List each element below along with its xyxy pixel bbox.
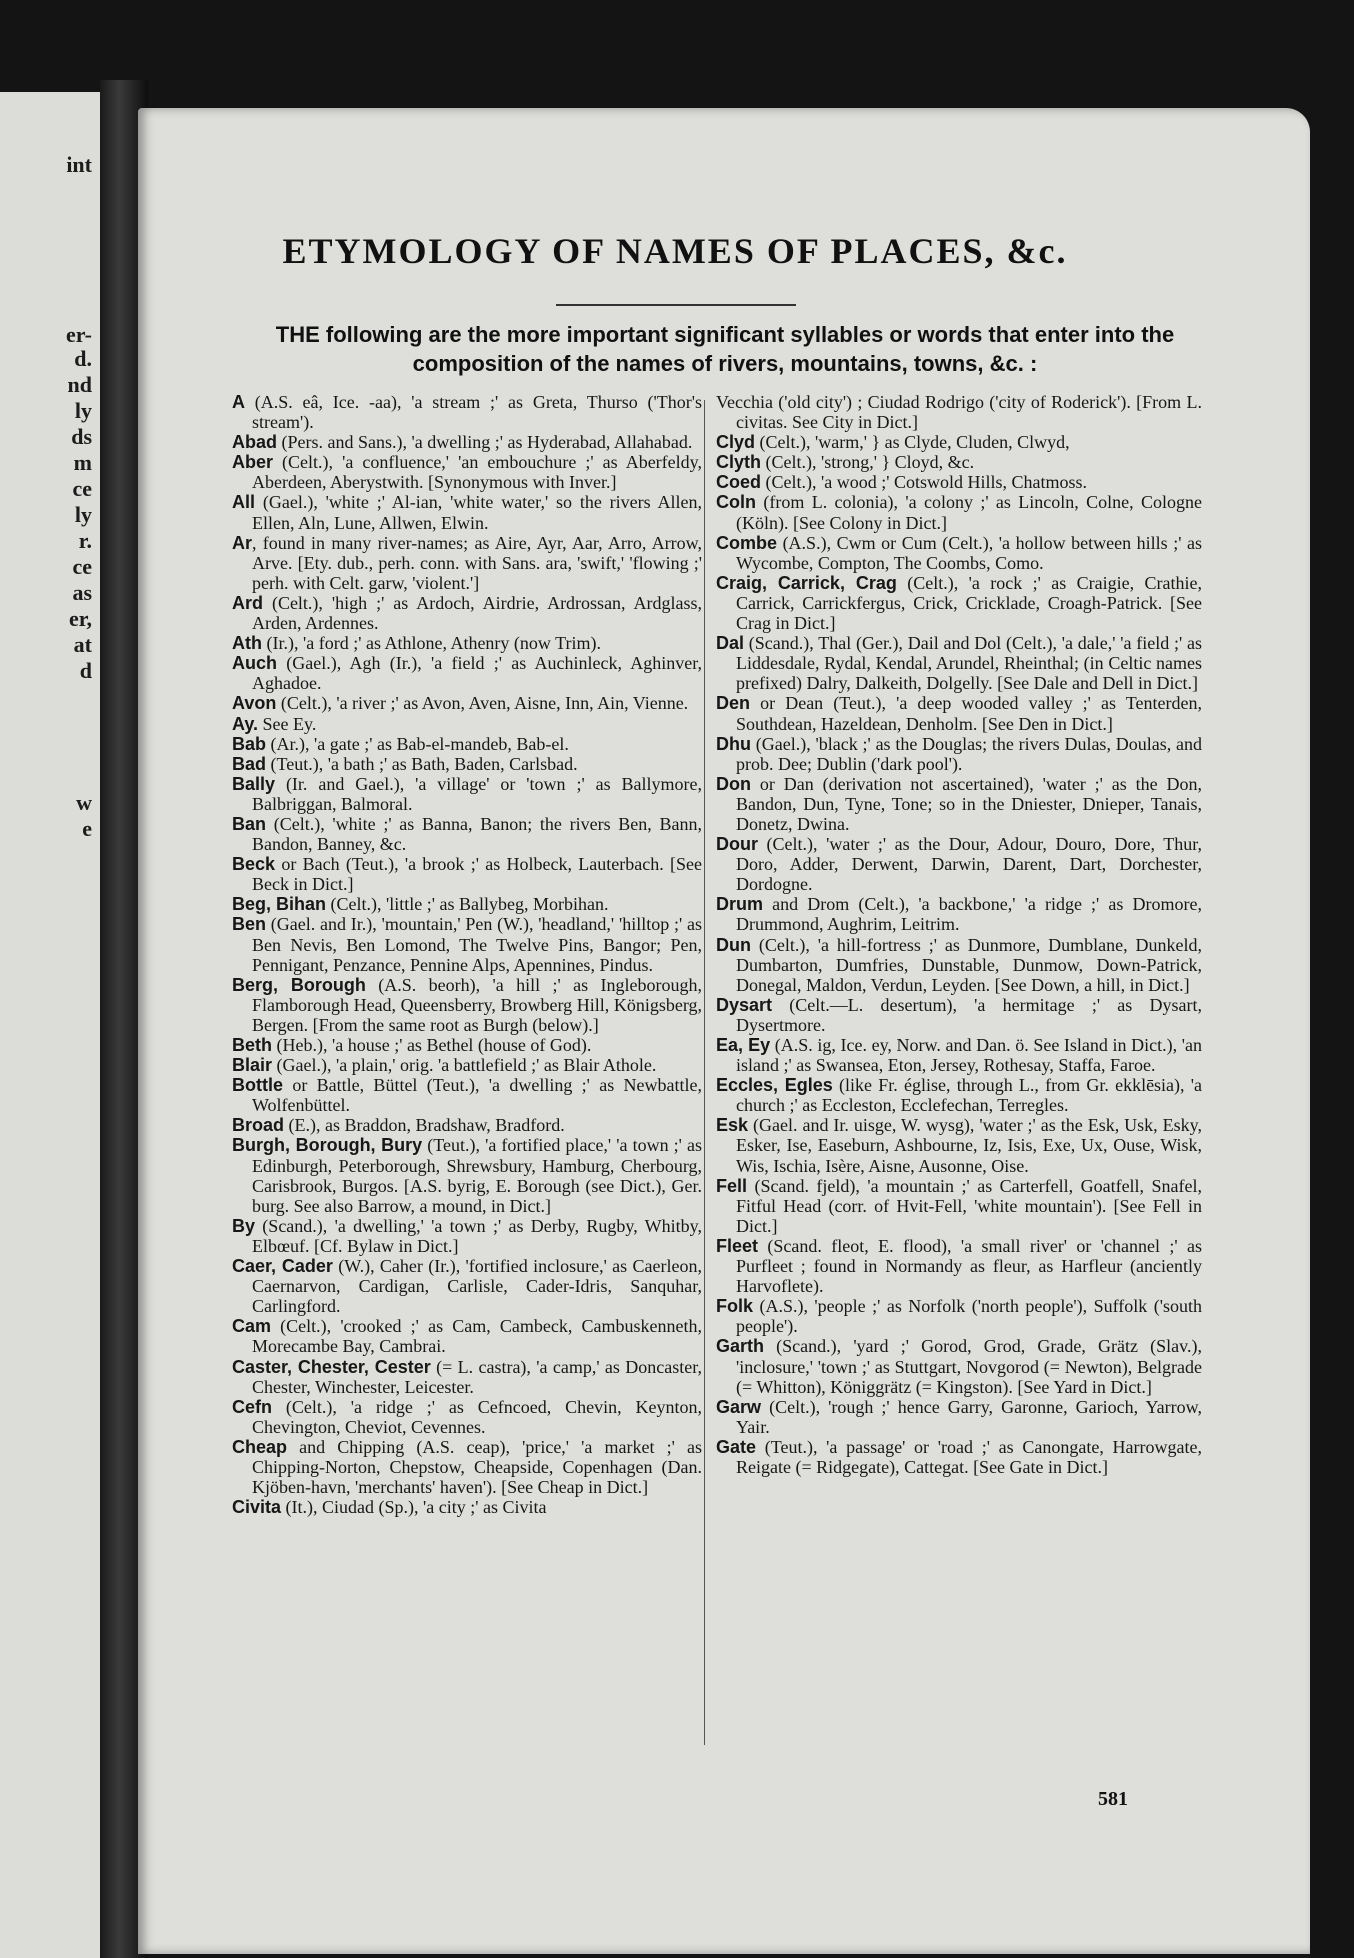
entry-text: (Celt.—L. desertum), 'a hermitage ;' as Dysart, Dysertmore. bbox=[736, 994, 1202, 1035]
entry-headword: Ben bbox=[232, 914, 267, 935]
entry-text: (Ir.), 'a ford ;' as Athlone, Athenry (now Trim). bbox=[262, 633, 601, 654]
entry-headword: Ard bbox=[232, 592, 263, 613]
dictionary-entry bbox=[232, 714, 702, 734]
entry-headword: Burgh, Borough, Bury bbox=[232, 1135, 423, 1156]
dictionary-entry bbox=[232, 1035, 702, 1055]
entry-headword: Beth bbox=[232, 1035, 272, 1055]
entry-text: (Celt.), 'high ;' as Ardoch, Airdrie, Ardrossan, Ardglass, Arden, Ardennes. bbox=[252, 592, 702, 634]
previous-page-fragment: ly bbox=[74, 502, 92, 527]
previous-page-fragment: r. bbox=[78, 528, 92, 553]
dictionary-entry bbox=[716, 834, 1202, 894]
dictionary-entry bbox=[232, 1316, 702, 1356]
entry-headword: Dysart bbox=[716, 994, 773, 1015]
entry-headword: Berg, Borough bbox=[232, 974, 366, 995]
entry-headword: Dour bbox=[716, 834, 758, 855]
dictionary-entry bbox=[232, 392, 702, 432]
entry-text: or Dean (Teut.), 'a deep wooded valley ;' as Tenterden, Southdean, Hazeldean, Denholm. [See Den in Dict.] bbox=[736, 693, 1202, 734]
entry-headword: Clyd bbox=[716, 432, 756, 453]
entry-headword: Civita bbox=[232, 1497, 282, 1518]
entry-headword: Aber bbox=[232, 452, 274, 473]
entry-headword: Clyth bbox=[716, 452, 761, 473]
entry-text: (like Fr. église, through L., from Gr. ekklēsia), 'a church ;' as Eccleston, Ecclefechan, Terregles. bbox=[736, 1075, 1203, 1116]
dictionary-entry bbox=[716, 894, 1202, 934]
dictionary-entry bbox=[716, 1437, 1202, 1477]
entry-text: (W.), Caher (Ir.), 'fortified inclosure,' as Caerleon, Caernarvon, Cardigan, Carlisle, Cader-Idris, Sanquhar, Carlingford. bbox=[252, 1256, 702, 1317]
entry-headword: Craig, Carrick, Crag bbox=[716, 572, 897, 593]
previous-page-fragment: ce bbox=[72, 554, 92, 579]
entry-headword: Blair bbox=[232, 1055, 273, 1076]
dictionary-entry bbox=[716, 633, 1202, 693]
entry-headword: Eccles, Egles bbox=[716, 1075, 833, 1096]
previous-page-fragment: at bbox=[73, 632, 92, 657]
page-number: 581 bbox=[1098, 1788, 1128, 1810]
dictionary-entry bbox=[716, 392, 1202, 432]
dictionary-entry bbox=[716, 452, 1202, 472]
dictionary-entry bbox=[716, 1115, 1202, 1175]
dictionary-entry bbox=[232, 1256, 702, 1316]
entry-text: or Bach (Teut.), 'a brook ;' as Holbeck, Lauterbach. [See Beck in Dict.] bbox=[252, 854, 702, 895]
entry-headword: Fell bbox=[716, 1175, 748, 1196]
entry-headword: Cheap bbox=[232, 1436, 288, 1457]
right-column bbox=[716, 392, 1202, 1477]
dictionary-entry bbox=[232, 1135, 702, 1215]
entry-headword: Bab bbox=[232, 733, 267, 754]
entry-text: (Gael.), 'white ;' Al-ian, 'white water,' so the rivers Allen, Ellen, Aln, Lune, Allwen, Elwin. bbox=[252, 492, 702, 533]
entry-text: Vecchia ('old city') ; Ciudad Rodrigo ('city of Roderick'). [From L. civitas. See City in Dict.] bbox=[716, 392, 1202, 433]
entry-text: (Teut.), 'a fortified place,' 'a town ;' as Edinburgh, Peterborough, Shrewsbury, Hamburg, Cherbourg, Carisbrook, Burgos. [A.S. byrig, E. Borough (see Dict.), Ger. burg. See also Barrow, a mound, in Dict.] bbox=[252, 1135, 703, 1216]
entry-text: (Gael. and Ir.), 'mountain,' Pen (W.), 'headland,' 'hilltop ;' as Ben Nevis, Ben Lomond, The Twelve Pins, Bangor; Pen, Pennigant, Penzance, Pennine Alps, Apennines, Pindus. bbox=[252, 914, 702, 975]
entry-text: (Scand.), Thal (Ger.), Dail and Dol (Celt.), 'a dale,' 'a field ;' as Liddesdale, Rydal, Kendal, Arundel, Rheinthal; (in Celtic names prefixed) Dalry, Dalkeith, Dolgelly. [See Dale and Dell in Dict.] bbox=[736, 633, 1202, 694]
entry-text: (Celt.), 'warm,' } as Clyde, Cluden, Clwyd, bbox=[755, 432, 1070, 453]
dictionary-entry bbox=[232, 814, 702, 854]
entry-text: (Gael. and Ir. uisge, W. wysg), 'water ;' as the Esk, Usk, Esky, Esker, Ise, Easeburn, Ashbourne, Iz, Isis, Exe, Ux, Ouse, Wisk, Wis, Ischia, Isère, Aisne, Ausonne, Oise. bbox=[736, 1115, 1202, 1176]
entry-headword: Bottle bbox=[232, 1075, 283, 1096]
previous-page-fragment: nd bbox=[67, 372, 92, 397]
entry-text: (Celt.), 'a rock ;' as Craigie, Crathie, Carrick, Carrickfergus, Crick, Cricklade, Croagh-Patrick. [See Crag in Dict.] bbox=[736, 572, 1202, 634]
entry-text: (Gael.), 'black ;' as the Douglas; the rivers Dulas, Doulas, and prob. Dee; Dublin ('dark pool'). bbox=[736, 733, 1202, 774]
dictionary-entry bbox=[232, 492, 702, 532]
previous-page-fragment: ds bbox=[71, 424, 92, 449]
entry-headword: All bbox=[232, 492, 256, 513]
dictionary-entry bbox=[232, 1055, 702, 1075]
entry-text: (Celt.), 'rough ;' hence Garry, Garonne, Garioch, Yarrow, Yair. bbox=[736, 1396, 1202, 1437]
column-divider bbox=[704, 400, 705, 1745]
entry-text: (= L. castra), 'a camp,' as Doncaster, Chester, Winchester, Leicester. bbox=[252, 1356, 702, 1397]
entry-headword: Dun bbox=[716, 934, 751, 955]
entry-text: and Drom (Celt.), 'a backbone,' 'a ridge ;' as Dromore, Drummond, Aughrim, Leitrim. bbox=[736, 894, 1202, 935]
entry-headword: Beck bbox=[232, 854, 276, 875]
dictionary-entry bbox=[716, 472, 1202, 492]
dictionary-entry bbox=[716, 1336, 1202, 1396]
previous-page-fragment: m bbox=[73, 450, 92, 475]
dictionary-entry bbox=[716, 774, 1202, 834]
entry-headword: Esk bbox=[716, 1115, 749, 1136]
dictionary-entry bbox=[232, 693, 702, 713]
entry-text: (Celt.), 'white ;' as Banna, Banon; the rivers Ben, Bann, Bandon, Banney, &c. bbox=[252, 813, 702, 855]
entry-headword: Fleet bbox=[716, 1235, 759, 1256]
entry-headword: Ath bbox=[232, 633, 262, 654]
dictionary-entry bbox=[716, 1176, 1202, 1236]
entry-headword: Auch bbox=[232, 653, 277, 674]
entry-text: (Heb.), 'a house ;' as Bethel (house of God). bbox=[272, 1035, 592, 1055]
entry-text: (Gael.), Agh (Ir.), 'a field ;' as Auchinleck, Aghinver, Aghadoe. bbox=[252, 653, 702, 694]
entry-headword: Ar bbox=[232, 532, 253, 553]
entry-text: (A.S. ig, Ice. ey, Norw. and Dan. ö. See Island in Dict.), 'an island ;' as Swansea, Eton, Jersey, Rothesay, Staffa, Faroe. bbox=[736, 1035, 1202, 1076]
previous-page-fragment: er, bbox=[68, 606, 92, 631]
entry-text: (Gael.), 'a plain,' orig. 'a battlefield ;' as Blair Athole. bbox=[272, 1055, 657, 1076]
entry-text: (Scand.), 'a dwelling,' 'a town ;' as Derby, Rugby, Whitby, Elbœuf. [Cf. Bylaw in Dict.] bbox=[252, 1215, 702, 1256]
entry-text: or Battle, Büttel (Teut.), 'a dwelling ;' as Newbattle, Wolfenbüttel. bbox=[252, 1075, 702, 1116]
dictionary-entry bbox=[232, 533, 702, 593]
entry-text: See Ey. bbox=[258, 713, 317, 734]
dictionary-entry bbox=[232, 452, 702, 492]
left-column bbox=[232, 392, 702, 1517]
dictionary-entry bbox=[232, 1216, 702, 1256]
entry-text: (Celt.), 'little ;' as Ballybeg, Morbihan. bbox=[326, 894, 609, 915]
entry-text: (Celt.), 'crooked ;' as Cam, Cambeck, Cambuskenneth, Morecambe Bay, Cambrai. bbox=[252, 1316, 702, 1357]
entry-text: (Scand. fjeld), 'a mountain ;' as Carterfell, Goatfell, Snafel, Fitful Head (corr. of Hvit-Fell, 'white mountain'). [See Fell in Dict.] bbox=[736, 1175, 1202, 1236]
entry-text: (Scand. fleot, E. flood), 'a small river' or 'channel ;' as Purfleet ; found in Normandy as fleur, as Harfleur (anciently Harvoflete). bbox=[736, 1235, 1202, 1297]
entry-text: (Celt.), 'a wood ;' Cotswold Hills, Chatmoss. bbox=[761, 472, 1087, 493]
entry-text: (Celt.), 'a confluence,' 'an embouchure ;' as Aberfeldy, Aberdeen, Aberystwith. [Synonymous with Inver.] bbox=[252, 452, 702, 493]
dictionary-entry bbox=[716, 995, 1202, 1035]
entry-headword: Caer, Cader bbox=[232, 1256, 333, 1277]
dictionary-entry bbox=[232, 1357, 702, 1397]
entry-headword: Ay. bbox=[232, 713, 259, 734]
entry-headword: Bally bbox=[232, 773, 276, 794]
entry-text: (A.S. beorh), 'a hill ;' as Ingleborough, Flamborough Head, Queensberry, Browberg Hill, Königsberg, Bergen. [From the same root as Burgh (below).] bbox=[252, 974, 702, 1035]
intro-paragraph: THE following are the more important significant syllables or words that enter into the composition of the names of rivers, mountains, towns, &c. : bbox=[275, 322, 1175, 376]
entry-text: (It.), Ciudad (Sp.), 'a city ;' as Civita bbox=[281, 1497, 547, 1518]
dictionary-entry bbox=[232, 593, 702, 633]
entry-text: (Celt.), 'a hill-fortress ;' as Dunmore, Dumblane, Dunkeld, Dumbarton, Dumfries, Dunstable, Dunmow, Down-Patrick, Donegal, Maldon, Verdun, Leyden. [See Down, a hill, in Dict.] bbox=[736, 934, 1202, 995]
dictionary-entry bbox=[232, 754, 702, 774]
dictionary-entry bbox=[716, 432, 1202, 452]
previous-page-fragment: e bbox=[82, 816, 92, 841]
entry-text: (Pers. and Sans.), 'a dwelling ;' as Hyderabad, Allahabad. bbox=[277, 432, 693, 453]
previous-page-edge bbox=[0, 92, 100, 1958]
dictionary-entry bbox=[716, 1236, 1202, 1296]
dictionary-entry bbox=[232, 432, 702, 452]
entry-headword: Beg, Bihan bbox=[232, 894, 327, 915]
entry-headword: Gate bbox=[716, 1436, 757, 1457]
entry-text: (Teut.), 'a bath ;' as Bath, Baden, Carlsbad. bbox=[266, 753, 578, 774]
previous-page-fragment: as bbox=[72, 580, 92, 605]
dictionary-entry bbox=[716, 734, 1202, 774]
entry-headword: A bbox=[232, 392, 245, 412]
entry-text: (Celt.), 'a ridge ;' as Cefncoed, Chevin, Keynton, Chevington, Cheviot, Cevennes. bbox=[252, 1396, 702, 1437]
entry-headword: By bbox=[232, 1215, 256, 1236]
previous-page-fragment: d. bbox=[74, 346, 92, 371]
entry-headword: Dhu bbox=[716, 733, 751, 754]
entry-headword: Bad bbox=[232, 753, 267, 774]
dictionary-entry bbox=[716, 573, 1202, 633]
entry-headword: Drum bbox=[716, 894, 764, 915]
entry-headword: Coed bbox=[716, 472, 761, 493]
entry-text: (Celt.), 'strong,' } Cloyd, &c. bbox=[761, 452, 975, 473]
entry-text: (from L. colonia), 'a colony ;' as Lincoln, Colne, Cologne (Köln). [See Colony in Dict.] bbox=[736, 492, 1202, 533]
dictionary-entry bbox=[232, 1075, 702, 1115]
entry-text: (A.S.), 'people ;' as Norfolk ('north people'), Suffolk ('south people'). bbox=[736, 1296, 1202, 1337]
entry-headword: Ban bbox=[232, 813, 267, 834]
previous-page-fragment: er- bbox=[65, 322, 92, 347]
title-rule bbox=[556, 304, 796, 306]
entry-text: (Ar.), 'a gate ;' as Bab-el-mandeb, Bab-el. bbox=[266, 733, 569, 754]
entry-text: , found in many river-names; as Aire, Ayr, Aar, Arro, Arrow, Arve. [Ety. dub., perh. conn. with Sans. ara, 'swift,' 'flowing ;' perh. with Celt. garw, 'violent.'] bbox=[252, 532, 702, 593]
entry-text: and Chipping (A.S. ceap), 'price,' 'a market ;' as Chipping-Norton, Chepstow, Cheapside, Copenhagen (Dan. Kjöben-havn, 'merchants' haven'). [See Cheap in Dict.] bbox=[252, 1436, 702, 1498]
dictionary-entry bbox=[716, 533, 1202, 573]
entry-headword: Caster, Chester, Cester bbox=[232, 1356, 431, 1377]
dictionary-entry bbox=[232, 1497, 702, 1517]
dictionary-entry bbox=[232, 1115, 702, 1135]
previous-page-fragment: w bbox=[76, 790, 92, 815]
previous-page-fragment: ce bbox=[72, 476, 92, 501]
entry-text: (Ir. and Gael.), 'a village' or 'town ;' as Ballymore, Balbriggan, Balmoral. bbox=[252, 773, 702, 814]
entry-text: (Celt.), 'water ;' as the Dour, Adour, Douro, Dore, Thur, Doro, Adder, Derwent, Darwin, Darent, Dart, Dorchester, Dordogne. bbox=[736, 834, 1202, 895]
dictionary-entry bbox=[232, 653, 702, 693]
entry-headword: Garw bbox=[716, 1396, 762, 1417]
entry-headword: Garth bbox=[716, 1336, 765, 1357]
entry-text: (A.S.), Cwm or Cum (Celt.), 'a hollow between hills ;' as Wycombe, Compton, The Coombs, Como. bbox=[736, 532, 1202, 573]
dictionary-entry bbox=[716, 693, 1202, 733]
entry-headword: Combe bbox=[716, 532, 778, 553]
entry-text: (A.S. eâ, Ice. -aa), 'a stream ;' as Greta, Thurso ('Thor's stream'). bbox=[245, 392, 702, 433]
previous-page-fragment: ly bbox=[74, 398, 92, 423]
dictionary-entry bbox=[232, 914, 702, 974]
dictionary-entry bbox=[716, 1296, 1202, 1336]
dictionary-entry bbox=[232, 734, 702, 754]
page-title: ETYMOLOGY OF NAMES OF PLACES, &c. bbox=[282, 231, 1068, 271]
dictionary-entry bbox=[232, 1437, 702, 1497]
dictionary-entry bbox=[716, 1397, 1202, 1437]
dictionary-entry bbox=[232, 633, 702, 653]
entry-text: (Celt.), 'a river ;' as Avon, Aven, Aisne, Inn, Ain, Vienne. bbox=[276, 693, 689, 714]
entry-headword: Avon bbox=[232, 693, 277, 714]
dictionary-entry bbox=[716, 1035, 1202, 1075]
dictionary-entry bbox=[232, 1397, 702, 1437]
dictionary-entry bbox=[232, 854, 702, 894]
entry-headword: Abad bbox=[232, 432, 277, 453]
entry-headword: Folk bbox=[716, 1296, 754, 1317]
previous-page-fragment: d bbox=[79, 658, 92, 683]
entry-text: (E.), as Braddon, Bradshaw, Bradford. bbox=[284, 1115, 565, 1136]
entry-headword: Cefn bbox=[232, 1396, 272, 1417]
dictionary-entry bbox=[716, 1075, 1202, 1115]
entry-headword: Broad bbox=[232, 1115, 285, 1136]
entry-text: (Teut.), 'a passage' or 'road ;' as Canongate, Harrowgate, Reigate (= Ridgegate), Cattegat. [See Gate in Dict.] bbox=[736, 1436, 1202, 1477]
dictionary-entry bbox=[232, 894, 702, 914]
dictionary-entry bbox=[716, 935, 1202, 995]
entry-headword: Don bbox=[716, 773, 751, 794]
entry-text: (Scand.), 'yard ;' Gorod, Grod, Grade, Grätz (Slav.), 'inclosure,' 'town ;' as Stuttgart, Novgorod (= Newton), Belgrade (= Whitton), Königgrätz (= Kingston). [See Yard in Dict.] bbox=[736, 1336, 1202, 1397]
entry-headword: Den bbox=[716, 693, 751, 714]
dictionary-entry bbox=[716, 492, 1202, 532]
entry-headword: Ea, Ey bbox=[716, 1035, 771, 1055]
entry-text: or Dan (derivation not ascertained), 'water ;' as the Don, Bandon, Dun, Tyne, Tone; so in the Dniester, Dnieper, Tanais, Donetz, Dwina. bbox=[736, 773, 1202, 834]
dictionary-entry bbox=[232, 774, 702, 814]
entry-headword: Cam bbox=[232, 1316, 272, 1337]
entry-headword: Dal bbox=[716, 633, 745, 654]
entry-headword: Coln bbox=[716, 492, 756, 513]
dictionary-entry bbox=[232, 975, 702, 1035]
previous-page-fragment: int bbox=[66, 152, 92, 177]
